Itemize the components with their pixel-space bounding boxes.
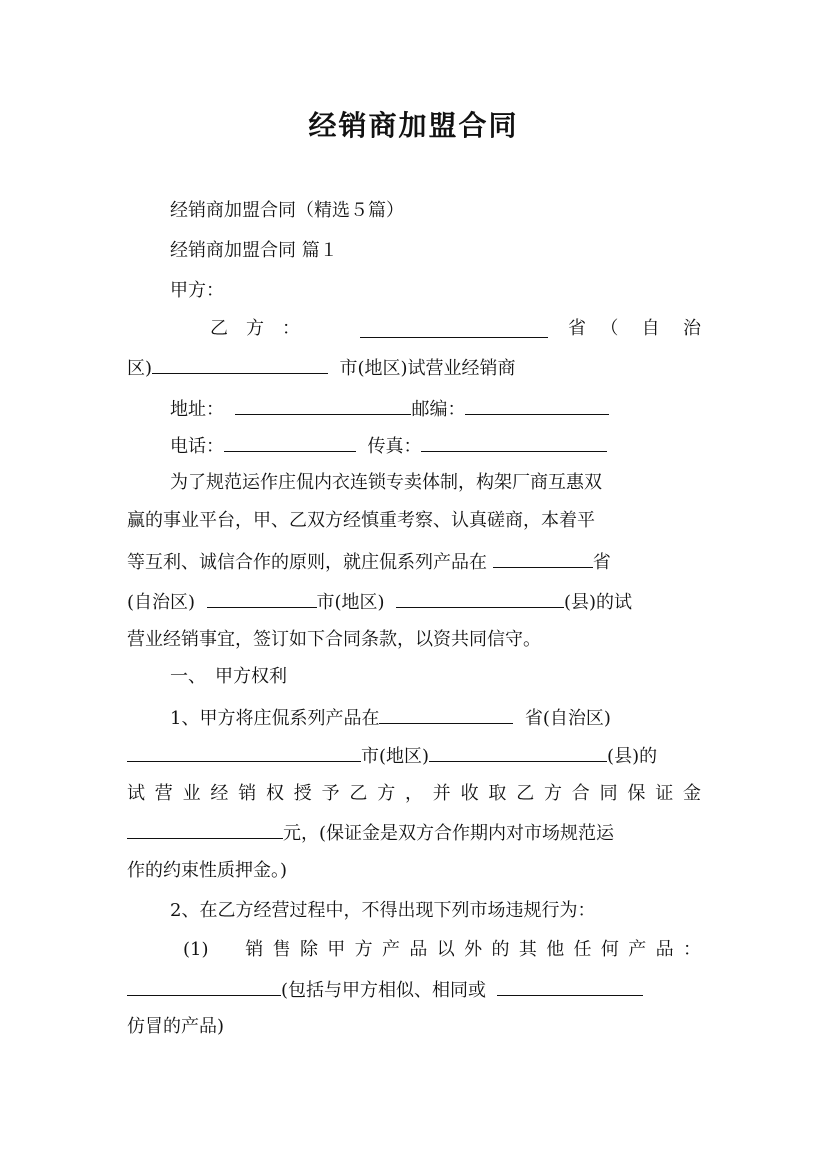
document-title: 经销商加盟合同 [308, 109, 519, 142]
address-line [170, 396, 609, 422]
postcode-blank [465, 396, 609, 415]
clause-1-county-blank [429, 743, 607, 762]
intro-city-region: 市(地区) [316, 592, 385, 613]
clause-1-line-2 [127, 743, 657, 769]
deposit-amount-blank [127, 820, 283, 839]
item-1-line-1: (1) 销售除甲方产品以外的其他任何产品： [183, 939, 701, 960]
item-1-line-3: 仿冒的产品) [127, 1016, 225, 1037]
item-1-text: (包括与甲方相似、相同或 [281, 980, 487, 1001]
postcode-label: 邮编： [411, 399, 466, 420]
intro-autonomous-region: (自治区) [127, 592, 196, 613]
clause-1-province: 省(自治区) [524, 708, 611, 729]
city-blank [152, 355, 328, 374]
intro-line-2: 赢的事业平台，甲、乙双方经慎重考察、认真磋商，本着平 [127, 510, 595, 531]
phone-blank [224, 433, 356, 452]
section-heading: 经销商加盟合同 篇１ [170, 240, 338, 261]
party-b-name-blank [360, 319, 548, 338]
intro-city-blank [207, 589, 317, 608]
region-start: 区) [127, 358, 153, 379]
intro-line-3-text: 等互利、诚信合作的原则，就庄侃系列产品在 [127, 552, 487, 573]
fax-blank [421, 433, 607, 452]
intro-county: (县)的试 [564, 592, 633, 613]
clause-1-line-3: 试营业经销权授予乙方，并收取乙方合同保证金 [127, 783, 701, 804]
clause-1-deposit-text: 元，(保证金是双方合作期内对市场规范运 [283, 823, 615, 844]
party-b-label: 乙 方 ： [210, 318, 300, 339]
intro-line-5: 营业经销事宜，签订如下合同条款，以资共同信守。 [127, 629, 541, 650]
clause-1-city: 市(地区) [361, 746, 430, 767]
clause-1-city-blank [127, 743, 361, 762]
clause-2: 2、在乙方经营过程中，不得出现下列市场违规行为： [170, 900, 596, 921]
item-1-blank-1 [127, 977, 281, 996]
intro-county-blank [396, 589, 564, 608]
intro-line-1: 为了规范运作庄侃内衣连锁专卖体制，构架厂商互惠双 [170, 472, 602, 493]
clause-1-province-blank [379, 705, 513, 724]
section-1-heading: 一、 甲方权利 [170, 666, 287, 687]
clause-1-text: 1、甲方将庄侃系列产品在 [170, 708, 380, 729]
party-a-label: 甲方： [170, 280, 224, 301]
intro-province: 省 [592, 552, 611, 573]
intro-line-4 [127, 589, 632, 615]
party-b-province: 省 （ 自 治 [568, 318, 701, 339]
clause-1-line-1 [170, 705, 611, 731]
item-1-line-2 [127, 977, 643, 1003]
fax-label: 传真： [367, 436, 422, 457]
phone-line [170, 433, 607, 459]
phone-label: 电话： [170, 436, 224, 457]
address-label: 地址： [170, 399, 224, 420]
product-region-blank [493, 549, 593, 568]
clause-1-county: (县)的 [607, 746, 658, 767]
clause-1-line-5: 作的约束性质押金。) [127, 860, 288, 881]
intro-line-3 [127, 549, 611, 575]
item-1-blank-2 [497, 977, 643, 996]
city-dealer-text: 市(地区)试营业经销商 [339, 358, 516, 379]
subtitle: 经销商加盟合同（精选５篇） [170, 200, 404, 221]
party-b-region-line [127, 355, 516, 381]
address-blank [235, 396, 411, 415]
clause-1-line-4 [127, 820, 614, 846]
